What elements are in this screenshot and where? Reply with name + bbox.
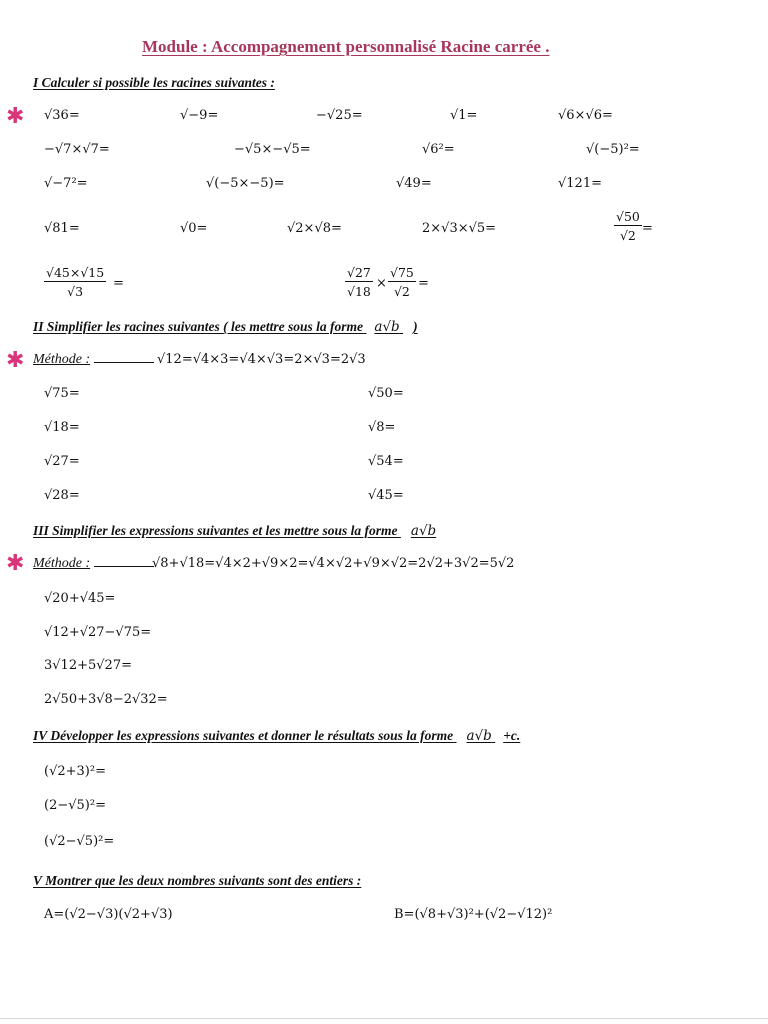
ex2-right-3: √54= (368, 454, 404, 469)
section-4-form: a√b (466, 728, 492, 744)
section-2-text: II Simplifier les racines suivantes ( les mettre sous la forme (33, 319, 364, 334)
fraction-denominator: √3 (67, 284, 84, 299)
method-2-label: Méthode : (33, 352, 91, 367)
ex2-left-1: √75= (44, 386, 80, 401)
section-1-heading: I Calculer si possible les racines suivantes : (33, 75, 275, 90)
ex1-r2-c2: −√5×−√5= (234, 142, 311, 157)
section-4-heading (33, 729, 520, 744)
fraction-equals: = (113, 276, 124, 291)
ex2-left-2: √18= (44, 420, 80, 435)
ex1-r4-c4: 2×√3×√5= (422, 221, 497, 236)
section-5-heading: V Montrer que les deux nombres suivants sont des entiers : (33, 873, 362, 888)
section-2-form: a√b (374, 319, 400, 335)
ex2-right-4: √45= (368, 488, 404, 503)
ex1-r2-c1: −√7×√7= (44, 142, 110, 157)
ex3-item-3: 3√12+5√27= (44, 658, 132, 673)
ex5-expression-b: B=(√8+√3)²+(√2−√12)² (394, 907, 553, 922)
method-3-blank (94, 565, 154, 567)
fraction-equals: = (418, 276, 429, 291)
ex1-r3-c2: √(−5×−5)= (206, 176, 285, 191)
fraction-times: × (376, 276, 387, 291)
ex1-r1-c5: √6×√6= (558, 108, 613, 123)
fraction-denominator: √2 (393, 284, 410, 299)
ex1-r3-c1: √−7²= (44, 176, 88, 191)
ex3-item-1: √20+√45= (44, 591, 116, 606)
ex4-item-2: (2−√5)²= (44, 798, 106, 813)
ex1-fraction-50-over-2 (614, 209, 642, 243)
ex1-r4-c3: √2×√8= (287, 221, 342, 236)
page-title: Module : Accompagnement personnalisé Racine carrée . (142, 37, 550, 56)
ex2-left-3: √27= (44, 454, 80, 469)
ex1-r1-c2: √−9= (180, 108, 219, 123)
fraction-numerator: √50 (616, 209, 640, 224)
ex2-left-4: √28= (44, 488, 80, 503)
ex1-r1-c1: √36= (44, 108, 80, 123)
ex1-r1-c4: √1= (450, 108, 478, 123)
ex1-r1-c3: −√25= (316, 108, 363, 123)
ex4-item-3: (√2−√5)²= (44, 834, 115, 849)
ex4-item-1: (√2+3)²= (44, 764, 106, 779)
method-2-example: √12=√4×3=√4×√3=2×√3=2√3 (157, 352, 366, 367)
ex1-fraction-75-over-2 (388, 265, 416, 299)
ex1-r3-c4: √121= (558, 176, 602, 191)
ex2-right-1: √50= (368, 386, 404, 401)
fraction-denominator: √2 (619, 228, 636, 243)
section-3-form: a√b (410, 523, 437, 539)
section-3-heading (33, 524, 436, 539)
ex1-r2-c4: √(−5)²= (586, 142, 640, 157)
ex1-r4-c1: √81= (44, 221, 80, 236)
ex1-fraction-45x15-over-3 (44, 265, 106, 299)
ex2-right-2: √8= (368, 420, 396, 435)
ex3-item-4: 2√50+3√8−2√32= (44, 692, 168, 707)
method-3-example: √8+√18=√4×2+√9×2=√4×√2+√9×√2=2√2+3√2=5√2 (152, 556, 515, 571)
ex5-expression-a: A=(√2−√3)(√2+√3) (44, 907, 173, 922)
fraction-numerator: √27 (347, 265, 371, 280)
ex3-item-2: √12+√27−√75= (44, 625, 152, 640)
section-2-heading (33, 320, 418, 335)
method-3 (33, 557, 154, 571)
star-marker-1: ✱ (6, 104, 25, 129)
fraction-numerator: √45×√15 (46, 265, 105, 280)
method-2-blank (94, 361, 154, 363)
scan-edge-line (0, 1018, 768, 1019)
star-marker-3: ✱ (6, 551, 25, 576)
ex1-fraction-27-over-18 (345, 265, 373, 299)
section-4-text: IV Développer les expressions suivantes et donner le résultats sous la forme (33, 728, 454, 743)
ex1-r3-c3: √49= (396, 176, 432, 191)
section-4-plus-c: +c. (503, 728, 521, 743)
method-2 (33, 353, 154, 367)
fraction-equals: = (642, 221, 653, 236)
ex1-r4-c2: √0= (180, 221, 208, 236)
fraction-numerator: √75 (390, 265, 414, 280)
fraction-denominator: √18 (347, 284, 371, 299)
section-3-text: III Simplifier les expressions suivantes et les mettre sous la forme (33, 523, 398, 538)
star-marker-2: ✱ (6, 348, 25, 373)
ex1-r2-c3: √6²= (422, 142, 455, 157)
section-2-close: ) (413, 319, 418, 334)
method-3-label: Méthode : (33, 556, 91, 571)
